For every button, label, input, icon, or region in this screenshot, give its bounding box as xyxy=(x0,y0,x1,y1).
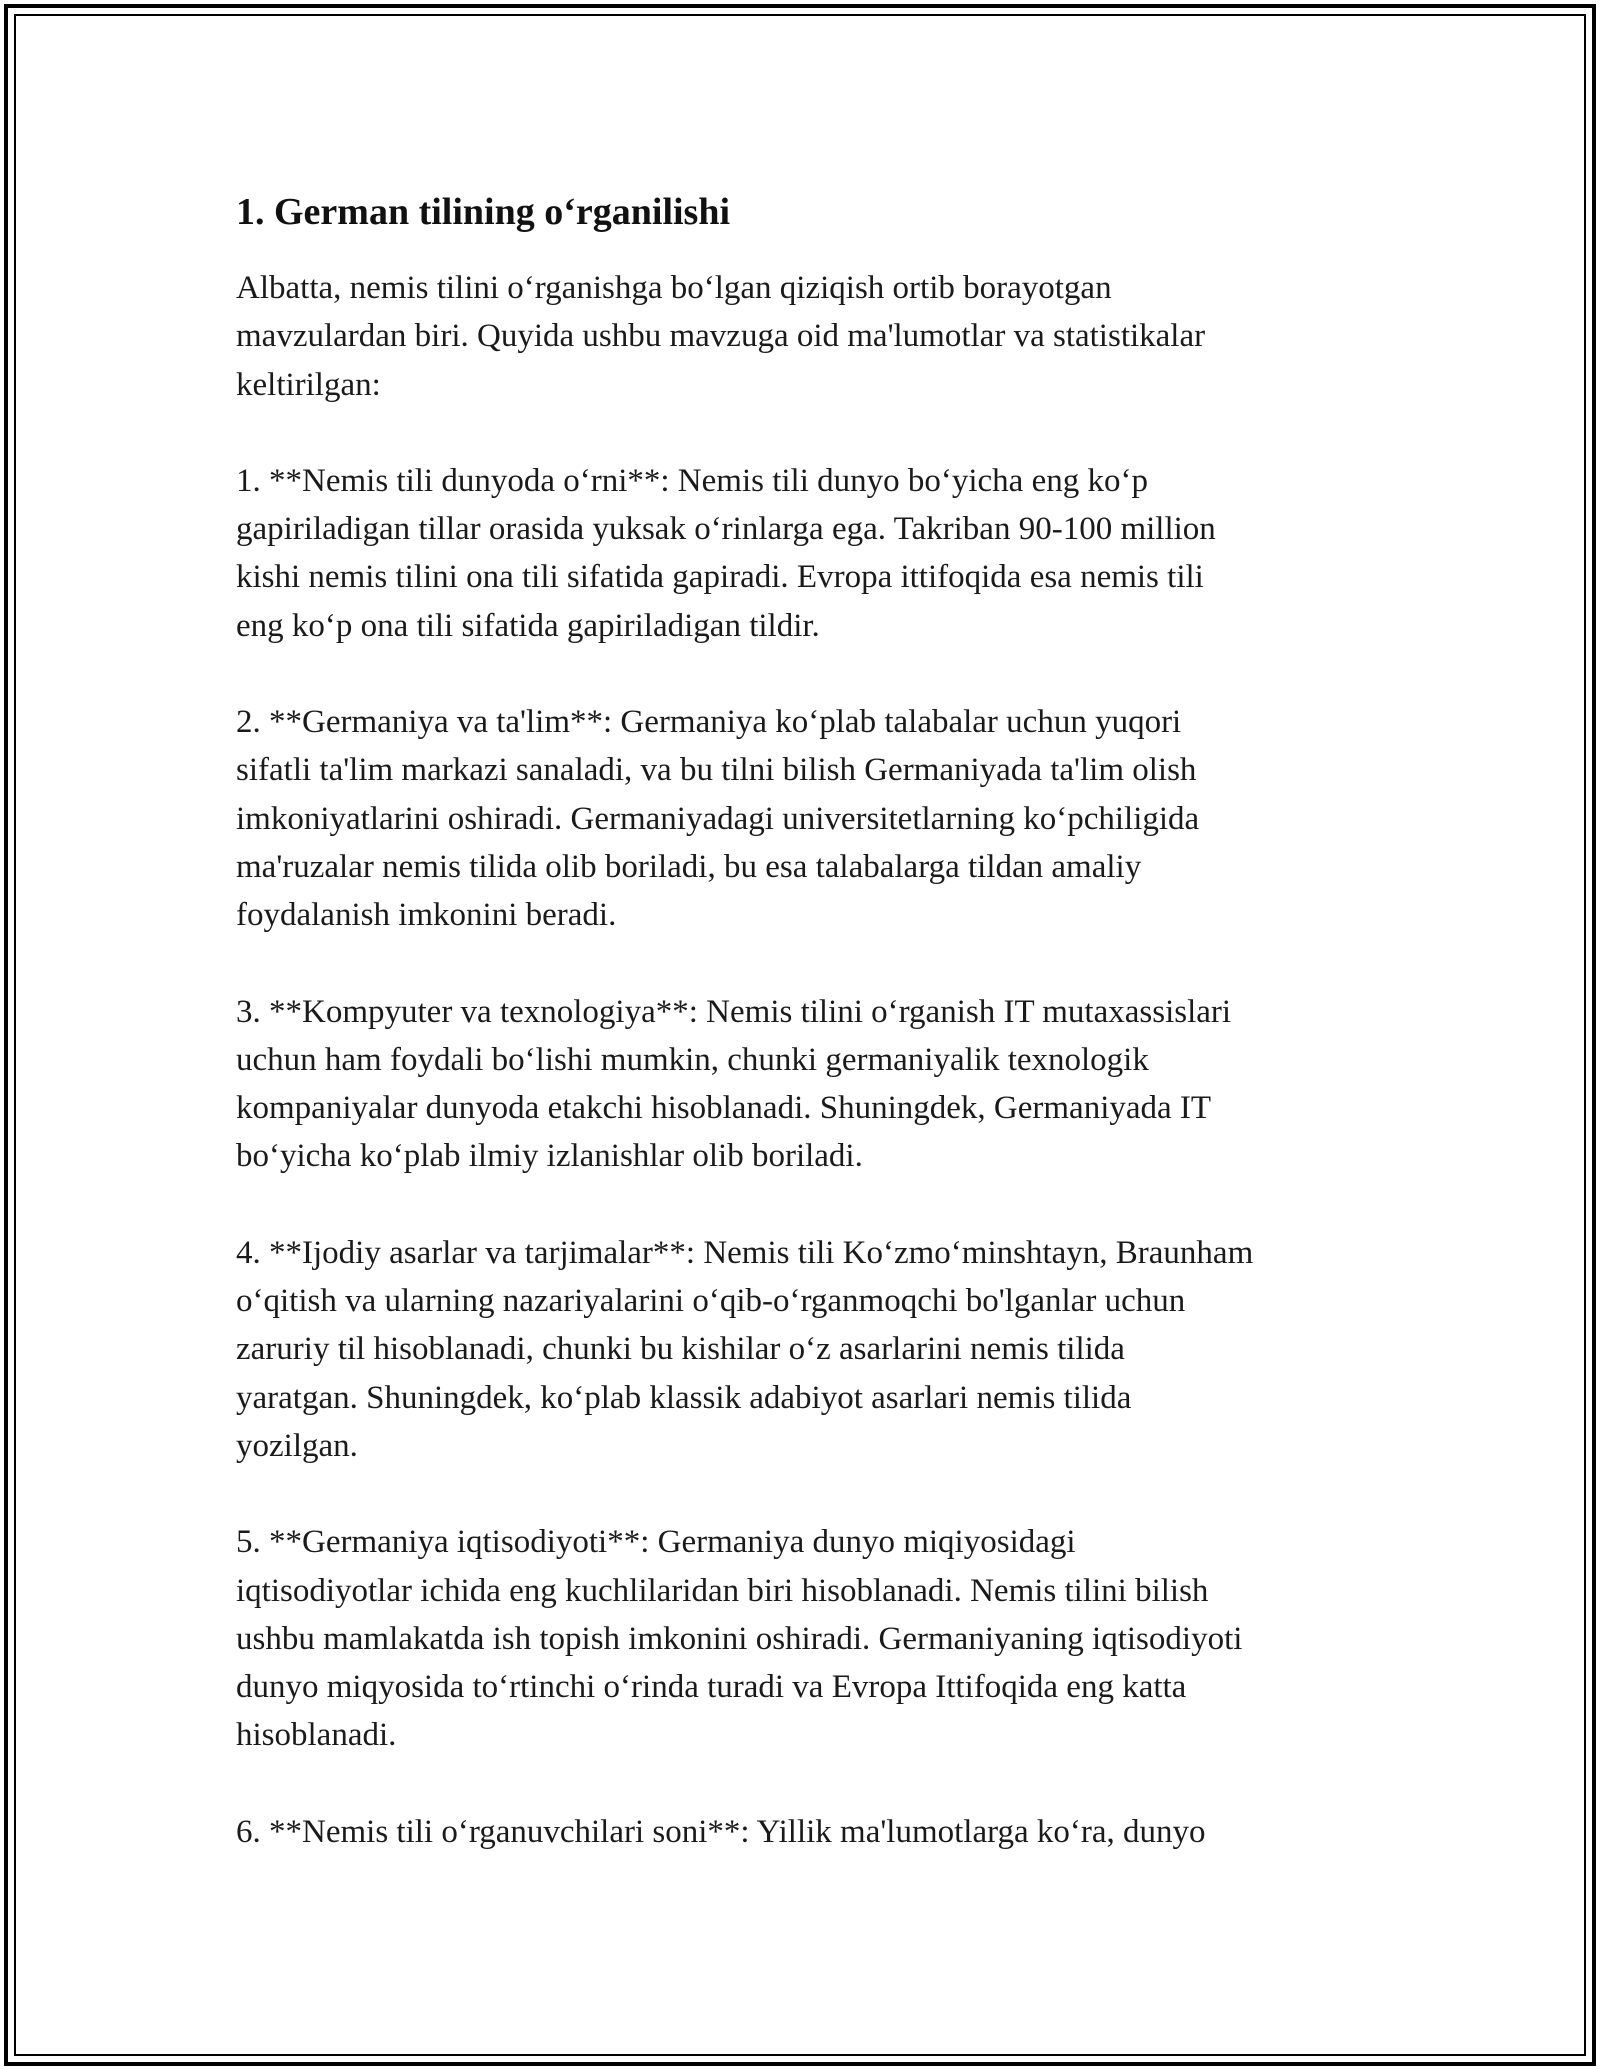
paragraph-line: dunyo miqyosida to‘rtinchi o‘rinda turadi va Evropa Ittifoqida eng katta xyxy=(236,1669,1187,1706)
paragraph-line: kishi nemis tilini ona tili sifatida gapiradi. Evropa ittifoqida esa nemis tili xyxy=(236,559,1204,596)
paragraph-line: gapiriladigan tillar orasida yuksak o‘rinlarga ega. Takriban 90-100 million xyxy=(236,511,1216,548)
paragraph-line: hisoblanadi. xyxy=(236,1717,397,1754)
paragraph-item-4 xyxy=(236,1229,1376,1470)
paragraph-line: 4. **Ijodiy asarlar va tarjimalar**: Nemis tili Ko‘zmo‘minshtayn, Braunham xyxy=(236,1234,1254,1271)
paragraph-line: eng ko‘p ona tili sifatida gapiriladigan tildir. xyxy=(236,607,820,644)
paragraph-item-2 xyxy=(236,698,1376,939)
paragraph-line: foydalanish imkonini beradi. xyxy=(236,897,617,934)
paragraph-line: yaratgan. Shuningdek, ko‘plab klassik adabiyot asarlari nemis tilida xyxy=(236,1379,1132,1416)
paragraph-line: keltirilgan: xyxy=(236,366,381,403)
paragraph-line: ma'ruzalar nemis tilida olib boriladi, bu esa talabalarga tildan amaliy xyxy=(236,848,1142,885)
paragraph-line: bo‘yicha ko‘plab ilmiy izlanishlar olib boriladi. xyxy=(236,1138,863,1175)
paragraph-line: kompaniyalar dunyoda etakchi hisoblanadi. Shuningdek, Germaniyada IT xyxy=(236,1090,1212,1127)
paragraph-line: 2. **Germaniya va ta'lim**: Germaniya ko‘plab talabalar uchun yuqori xyxy=(236,704,1182,741)
paragraph-line: yozilgan. xyxy=(236,1427,358,1464)
paragraph-line: 5. **Germaniya iqtisodiyoti**: Germaniya dunyo miqiyosidagi xyxy=(236,1524,1076,1561)
paragraph-item-5 xyxy=(236,1518,1376,1759)
paragraph-intro xyxy=(236,264,1376,409)
paragraph-line: 1. **Nemis tili dunyoda o‘rni**: Nemis tili dunyo bo‘yicha eng ko‘p xyxy=(236,462,1148,499)
paragraph-line: imkoniyatlarini oshiradi. Germaniyadagi universitetlarning ko‘pchiligida xyxy=(236,800,1200,837)
paragraph-item-1 xyxy=(236,457,1376,650)
paragraph-line: iqtisodiyotlar ichida eng kuchlilaridan biri hisoblanadi. Nemis tilini bilish xyxy=(236,1572,1209,1609)
paragraph-item-3 xyxy=(236,988,1376,1181)
paragraph-line: ushbu mamlakatda ish topish imkonini oshiradi. Germaniyaning iqtisodiyoti xyxy=(236,1620,1243,1657)
paragraph-line: o‘qitish va ularning nazariyalarini o‘qib-o‘rganmoqchi bo'lganlar uchun xyxy=(236,1283,1186,1320)
paragraph-line: mavzulardan biri. Quyida ushbu mavzuga oid ma'lumotlar va statistikalar xyxy=(236,318,1206,355)
paragraph-line: sifatli ta'lim markazi sanaladi, va bu tilni bilish Germaniyada ta'lim olish xyxy=(236,752,1197,789)
paragraph-line: Albatta, nemis tilini o‘rganishga bo‘lgan qiziqish ortib borayotgan xyxy=(236,270,1112,306)
paragraph-line: zaruriy til hisoblanadi, chunki bu kishilar o‘z asarlarini nemis tilida xyxy=(236,1331,1125,1368)
paragraph-item-6 xyxy=(236,1808,1376,1856)
paragraph-line: 3. **Kompyuter va texnologiya**: Nemis tilini o‘rganish IT mutaxassislari xyxy=(236,993,1232,1030)
paragraph-line: 6. **Nemis tili o‘rganuvchilari soni**: Yillik ma'lumotlarga ko‘ra, dunyo xyxy=(236,1813,1206,1850)
document-title: 1. German tilining o‘rganilishi xyxy=(236,191,731,233)
document-body xyxy=(236,186,1376,1904)
paragraph-line: uchun ham foydali bo‘lishi mumkin, chunki germaniyalik texnologik xyxy=(236,1041,1149,1078)
